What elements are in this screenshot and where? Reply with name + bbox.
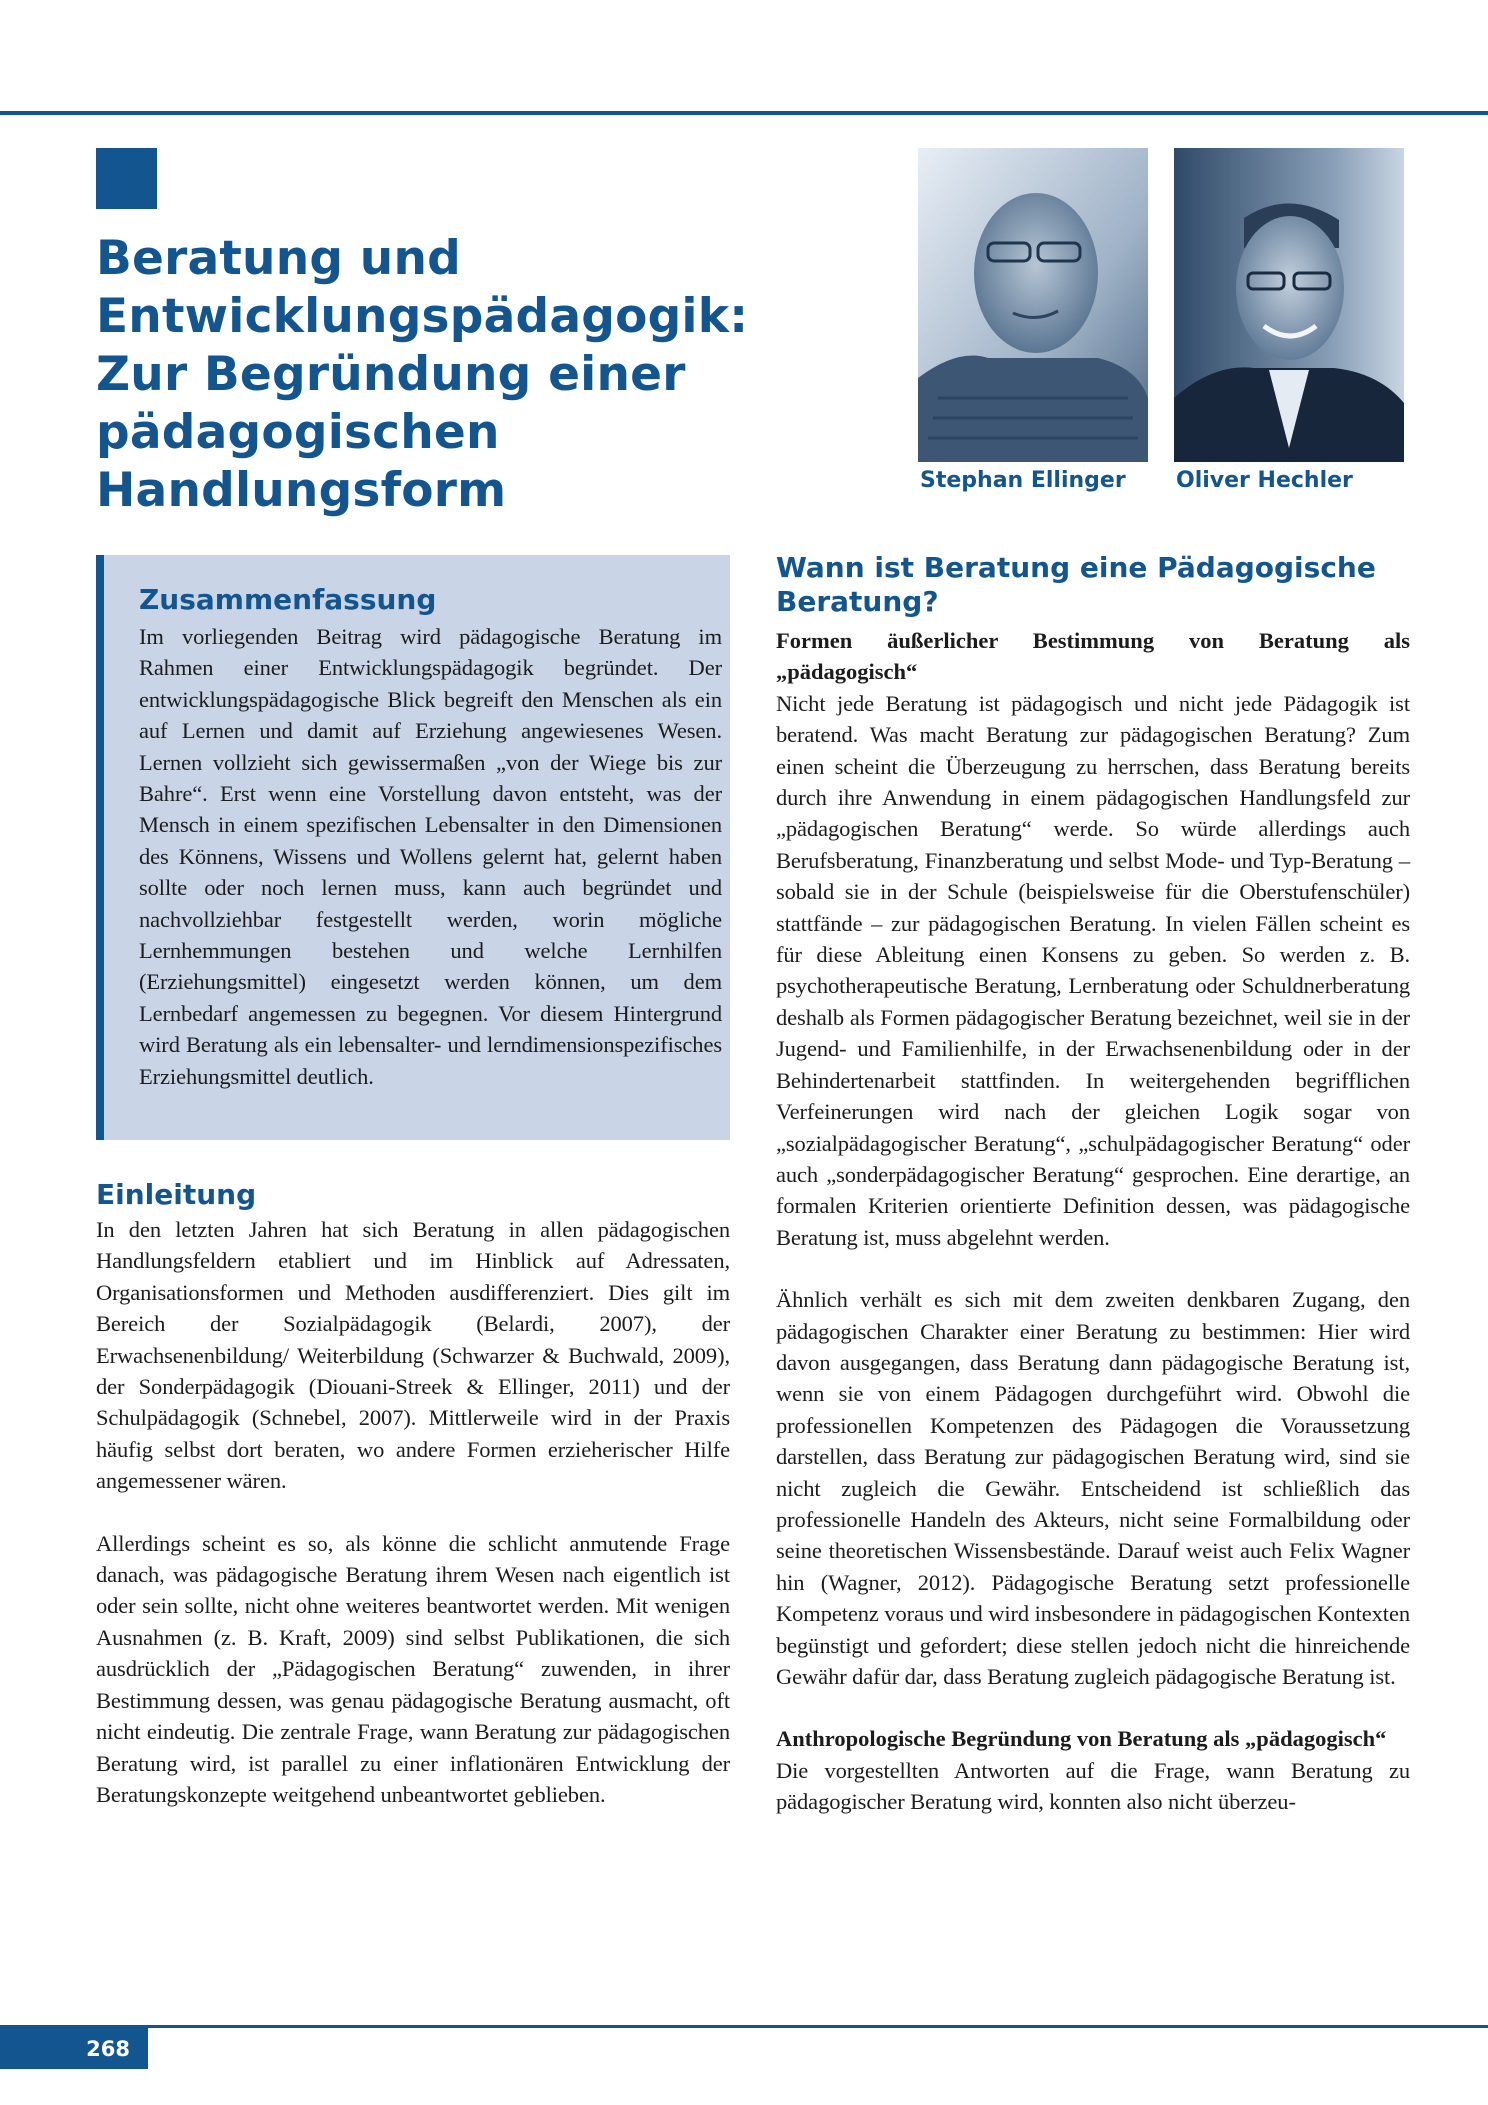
- author-photo-hechler: [1174, 148, 1404, 462]
- section-heading: Wann ist Beratung eine Pädagogische Beratung?: [776, 551, 1376, 618]
- section-paragraph: Ähnlich verhält es sich mit dem zweiten denkbaren Zugang, den pädagogischen Charakter einer Beratung zu bestimmen: Hier wird davon ausgegangen, dass Beratung dann pädagogische Beratung ist, wenn sie von einem Pädagogen durchgeführt wird. Obwohl die professionellen Kompetenzen des Pädagogen die Voraussetzung darstellen, dass Beratung zur pädagogischen Beratung wird, sind sie nicht zugleich die Gewähr. Entscheidend ist schließlich das professionelle Handeln des Akteurs, nicht seine Formalbildung oder seine theoretischen Wissensbestände. Darauf weist auch Felix Wagner hin (Wagner, 2012). Pädagogische Beratung setzt professionelle Kompetenz voraus und wird insbesondere in pädagogischen Kontexten begünstigt und gefordert; diese stellen jedoch nicht die hinreichende Gewähr dafür dar, dass Beratung zugleich pädagogische Beratung ist.: [776, 1287, 1410, 1689]
- abstract-text: Im vorliegenden Beitrag wird pädagogische Beratung im Rahmen einer Entwicklungspädagogik begründet. Der entwicklungspädagogische Blick begreift den Menschen als ein auf Lernen und damit auf Erziehung angewiesenes Wesen. Lernen vollzieht sich gewissermaßen „von der Wiege bis zur Bahre“. Erst wenn eine Vorstellung davon entsteht, was der Mensch in einem spezifischen Lebensalter in den Dimensionen des Könnens, Wissens und Wollens gelernt hat, gelernt haben sollte oder noch lernen muss, kann auch begründet und nachvollziehbar festgestellt werden, worin mögliche Lernhemmungen bestehen und welche Lernhilfen (Erziehungsmittel) eingesetzt werden können, um dem Lernbedarf angemessen zu begegnen. Vor diesem Hintergrund wird Beratung als ein lebensalter- und lerndimensionspezifisches Erziehungsmittel deutlich.: [139, 624, 722, 1089]
- left-column: [96, 1178, 730, 1810]
- author-caption: Oliver Hechler: [1176, 468, 1353, 493]
- title-line: Entwicklungspädagogik:: [96, 289, 749, 344]
- title-line: pädagogischen Handlungsform: [96, 405, 507, 518]
- author-caption: Stephan Ellinger: [920, 468, 1126, 493]
- page-number: 268: [0, 2028, 148, 2069]
- top-rule: [0, 111, 1488, 115]
- abstract-box: [96, 555, 730, 1140]
- intro-heading: Einleitung: [96, 1178, 257, 1211]
- intro-paragraph: In den letzten Jahren hat sich Beratung in allen pädagogischen Handlungsfeldern etabliert und im Hinblick auf Adressaten, Organisationsformen und Methoden ausdifferenziert. Dies gilt im Bereich der Sozialpädagogik (Belardi, 2007), der Erwachsenenbildung/ Weiterbildung (Schwarzer & Buchwald, 2009), der Sonderpädagogik (Diouani-Streek & Ellinger, 2011) und der Schulpädagogik (Schnebel, 2007). Mittlerweile wird in der Praxis häufig selbst dort beraten, wo andere Formen erzieherischer Hilfe angemessener wären.: [96, 1217, 730, 1494]
- section-paragraph: Nicht jede Beratung ist pädagogisch und nicht jede Pädagogik ist beratend. Was macht Beratung zur pädagogischen Beratung? Zum einen scheint die Überzeugung zu herrschen, dass Beratung bereits durch ihre Anwendung in einem pädagogischen Handlungsfeld zur „pädagogischen Beratung“ werde. So würde allerdings auch Berufsberatung, Finanzberatung und selbst Mode- und Typ-Beratung – sobald sie in der Schule (beispielsweise für die Oberstufenschüler) stattfände – zur pädagogischen Beratung. In vielen Fällen scheint es für diese Ableitung einen Konsens zu geben. So werden z. B. psychotherapeutische Beratung, Lernberatung oder Schuldnerberatung deshalb als Formen pädagogischer Beratung bezeichnet, weil sie in der Jugend- und Familienhilfe, in der Erwachsenenbildung oder in der Behindertenarbeit stattfinden. In weitergehenden begrifflichen Verfeinerungen wird nach der gleichen Logik sogar von „sozialpädagogischer Beratung“, „schulpädagogischer Beratung“ oder auch „sonderpädagogischer Beratung“ gesprochen. Eine derartige, an formalen Kriterien orientierte Definition dessen, was pädagogische Beratung ist, muss abgelehnt werden.: [776, 690, 1410, 1250]
- author-photo-ellinger: [918, 148, 1148, 462]
- portrait-image: [918, 148, 1148, 462]
- section-marker-square: [96, 148, 157, 209]
- right-column: [776, 551, 1410, 1818]
- portrait-image: [1174, 148, 1404, 462]
- abstract-heading: Zusammenfassung: [139, 583, 437, 616]
- subsection-heading: Formen äußerlicher Bestimmung von Beratung als „pädagogisch“: [776, 628, 1410, 685]
- title-line: Beratung und: [96, 231, 461, 286]
- section-paragraph: Die vorgestellten Antworten auf die Frage, wann Beratung zu pädagogischer Beratung wird, konnten also nicht überzeu-: [776, 1757, 1410, 1815]
- intro-paragraph: Allerdings scheint es so, als könne die schlicht anmutende Frage danach, was pädagogische Beratung ihrem Wesen nach eigentlich ist oder sein sollte, nicht ohne weiteres beantwortet werden. Mit wenigen Ausnahmen (z. B. Kraft, 2009) sind selbst Publikationen, die sich ausdrücklich der „Pädagogischen Beratung“ zuwenden, in ihrer Bestimmung dessen, was genau pädagogische Beratung ausmacht, oft nicht eindeutig. Die zentrale Frage, wann Beratung zur pädagogischen Beratung wird, ist parallel zu einer inflationären Entwicklung der Beratungskonzepte weitgehend unbeantwortet geblieben.: [96, 1530, 730, 1807]
- bottom-rule: [0, 2025, 1488, 2028]
- subsection-heading: Anthropologische Begründung von Beratung als „pädagogisch“: [776, 1726, 1387, 1752]
- title-line: Zur Begründung einer: [96, 347, 686, 402]
- article-title: [96, 230, 916, 520]
